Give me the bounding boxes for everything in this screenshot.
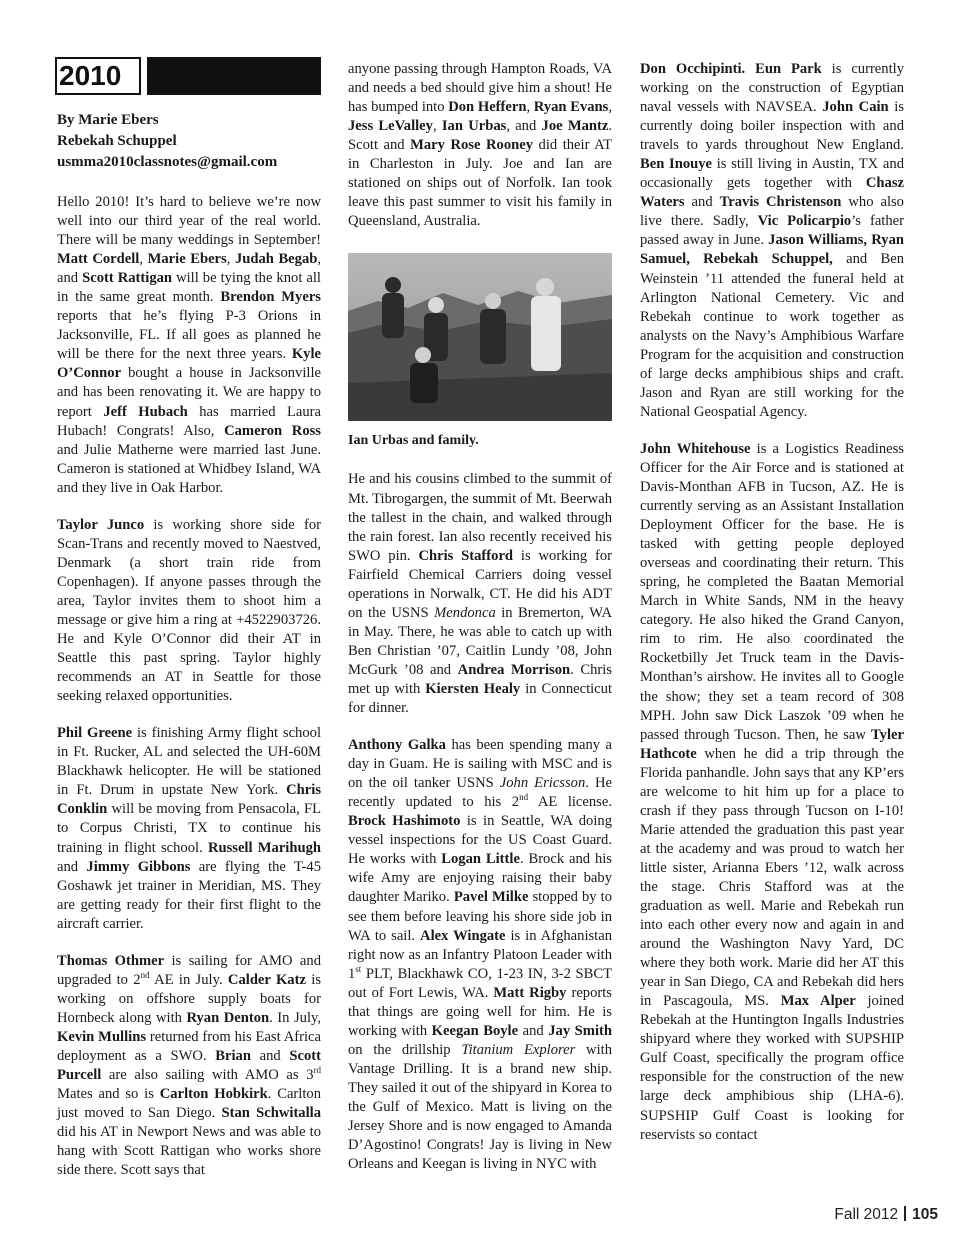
author-1: By Marie Ebers	[57, 112, 159, 128]
issue-label: Fall 2012	[834, 1206, 899, 1223]
person-name: Jay Smith	[548, 1022, 612, 1039]
text-run: stopped by to see them before leaving his shore side job in WA to sail.	[348, 889, 612, 944]
person-name: Chris Stafford	[418, 547, 514, 564]
person-name: Thomas Othmer	[57, 952, 165, 969]
text-run: did their AT in Charleston in July. Joe and Ian are stationed on ships out of Norfolk. Ian took leave this past summer to visit his family in Queensland, Australia.	[348, 137, 612, 230]
person-name: Kevin Mullins	[57, 1028, 147, 1045]
person-name: Anthony Galka	[348, 737, 446, 754]
text-run: will be tying the knot all in the same great month.	[57, 270, 321, 306]
text-run: in Bremerton, WA in May. There, he was able to catch up with Ben Christian ’07, Caitlin Lundy ’08, John McGurk ’08 and	[348, 604, 612, 678]
person-name: Scott Purcell	[57, 1047, 321, 1084]
person-name: Jason Williams, Ryan Samuel, Rebekah Schuppel,	[640, 232, 904, 268]
person-name: Brendon Myers	[220, 289, 321, 306]
person-name: Matt Rigby	[493, 984, 567, 1001]
group-photo	[348, 253, 612, 421]
contact-email: usmma2010classnotes@gmail.com	[57, 154, 278, 170]
person-name: Chasz Waters	[640, 175, 904, 211]
text-run: . Scott and	[348, 118, 613, 154]
text-run: is working shore side for Scan-Trans and recently moved to Naestved, Denmark (a short train ride from Copenhagen). If anyone passes through the area, Taylor invites them to shoot him a message or give him a ring at +4522903726. He and Kyle O’Connor did their AT in Seattle this past spring. Taylor highly recommends an AT in Seattle for those seeking relaxed opportunities.	[57, 516, 321, 705]
text-run: Hello 2010! It’s hard to believe we’re now well into our third year of the real world. There will be many weddings in September!	[57, 194, 321, 249]
text-run: has been spending many a day in Guam. He is sailing with MSC and is on the oil tanker USNS	[348, 737, 612, 792]
header-black-bar	[147, 57, 321, 95]
person-name: Matt Cordell	[57, 251, 140, 268]
text-run: is working for Fairfield Chemical Carriers doing vessel operations in Norwalk, CT. He did his ADT on the USNS	[348, 547, 612, 621]
ship-name: Titanium Explorer	[461, 1041, 576, 1058]
text-run: . Chris met up with	[348, 661, 612, 697]
person-name: Alex Wingate	[420, 927, 506, 944]
text-run: PLT, Blackhawk CO, 1-23 IN, 3-2 SBCT out of Fort Lewis, WA.	[348, 965, 612, 1001]
person-name: Marie Ebers	[147, 251, 227, 268]
text-run: returned from his East Africa deployment as a SWO.	[57, 1028, 322, 1064]
text-run: with Vantage Drilling. It is a brand new ship. They sailed it out of the shipyard in Korea to the Gulf of Mexico. Matt is living on the Jersey Shore and is now engaged to Amanda D’Agostino! Congrats! Jay is living in New Orleans and Keegan is living in NYC with	[348, 1041, 612, 1173]
photo-caption: Ian Urbas and family.	[348, 433, 479, 449]
person-name: Russell Marihugh	[207, 839, 321, 856]
person-name: Stan Schwitalla	[221, 1105, 322, 1122]
text-run	[745, 61, 755, 77]
ordinal-suffix: rd	[313, 1065, 321, 1076]
text-run: , and	[506, 118, 542, 135]
page-footer	[834, 1206, 938, 1224]
person-name: Calder Katz	[227, 971, 306, 988]
person-name: Phil Greene	[57, 725, 133, 742]
text-run: . Carlton just moved to San Diego.	[57, 1086, 321, 1122]
text-run: are also sailing with AMO as 3	[101, 1067, 314, 1084]
person-name: Kyle O’Connor	[57, 346, 321, 382]
text-run: has married Laura Hubach! Congrats! Also,	[57, 403, 321, 439]
text-run: and	[518, 1022, 549, 1039]
ordinal-suffix: nd	[519, 792, 529, 803]
person-name: Ryan Evans	[533, 99, 609, 116]
ordinal-suffix: nd	[140, 969, 150, 980]
text-run: Mates and so is	[57, 1086, 160, 1103]
text-run: when he did a trip through the Florida panhandle. John says that any KP’ers are welcome to hit him up for a place to crash if they pass through Tucson on I-10! Marie attended the graduation this past year at the academy and was proud to watch her little sister, Arianna Ebers ’12, walk across the stage. Chris Stafford was at the graduation as well. Marie and Rebekah run into each other every now and again in and around the Washington Navy Yard, DC where they both work. Marie did her AT this year in San Diego, CA and Rebekah did hers in Pascagoula, MS.	[640, 745, 904, 1010]
text-run: who also live there. Sadly,	[640, 194, 904, 230]
text-run: AE in July.	[149, 971, 228, 988]
text-run: ,	[608, 99, 612, 116]
person-name: Cameron Ross	[224, 422, 321, 439]
footer-divider	[904, 1206, 906, 1221]
text-run: ,	[526, 99, 534, 116]
paragraph	[57, 724, 321, 934]
person-name: Ryan Denton	[186, 1009, 270, 1026]
paragraph	[640, 440, 904, 1145]
paragraph	[348, 470, 612, 718]
person-name: Tyler Hathcote	[640, 726, 904, 762]
text-run: . Brock and his wife Amy are enjoying raising their baby daughter Mariko.	[348, 851, 612, 906]
text-run: ,	[139, 251, 148, 268]
text-run: ,	[226, 251, 235, 268]
paragraph	[57, 193, 321, 498]
text-run: AE license.	[528, 794, 612, 811]
text-run: is still living in Austin, TX and occasionally gets together with	[640, 156, 904, 192]
person-name: Andrea Morrison	[457, 661, 571, 678]
byline	[57, 110, 321, 173]
text-run: . He recently updated to his 2	[348, 775, 612, 811]
author-2: Rebekah Schuppel	[57, 133, 177, 149]
class-year-title: 2010	[55, 57, 141, 95]
section-header	[55, 57, 321, 95]
text-run: anyone passing through Hampton Roads, VA and needs a bed should give him a shout! He has bumped into	[348, 61, 612, 116]
person-name: Eun Park	[755, 61, 822, 77]
text-run: . In July,	[269, 1009, 322, 1026]
ship-name: John Ericsson	[499, 775, 586, 792]
person-name: Scott Rattigan	[82, 270, 173, 287]
text-run: is finishing Army flight school in Ft. Rucker, AL and selected the UH-60M Blackhawk helicopter. He will be stationed in Ft. Drum in upstate New York.	[57, 725, 322, 799]
text-run: and	[250, 1047, 290, 1064]
page-number: 105	[912, 1206, 938, 1223]
paragraph	[57, 952, 321, 1181]
person-name: Jimmy Gibbons	[86, 858, 191, 875]
text-run: is working on offshore supply boats for Hornbeck along with	[57, 971, 321, 1026]
text-run: will be moving from Pensacola, FL to Corpus Christi, TX to continue his training in flight school.	[57, 801, 321, 856]
person-name: Max Alper	[780, 993, 856, 1010]
text-run: and Julie Matherne were married last June. Cameron is stationed at Whidbey Island, WA and they live in Oak Harbor.	[57, 441, 321, 496]
text-run: joined Rebekah at the Huntington Ingalls Industries shipyard where they worked with SUPSHIP Gulf Coast, specifically the program office responsible for the construction of the new large deck amphibious ship (LHA-6). SUPSHIP Gulf Coast is looking for reservists so contact	[640, 993, 904, 1143]
person-name: Brian	[215, 1047, 251, 1064]
text-run: reports that things are going well for him. He is working with	[348, 984, 612, 1039]
text-run: and	[684, 194, 720, 211]
text-run: and Ben Weinstein ’11 attended the funeral held at Arlington National Cemetery. Vic and Rebekah continue to work together as analysts on the Navy’s Amphibious Warfare Program for the acquisition and construction of large decks amphibious ships and craft. Jason and Ryan are still working for the National Geospatial Agency.	[640, 251, 904, 420]
text-run: , and	[57, 251, 322, 287]
person-name: Chris Conklin	[57, 782, 321, 818]
text-run: is currently doing boiler inspection with and travels to yards throughout New England.	[640, 99, 904, 154]
paragraph	[640, 60, 904, 422]
text-run: ’s father passed away in June.	[640, 213, 904, 249]
person-name: Ben Inouye	[640, 156, 713, 173]
text-run: reports that he’s flying P-3 Orions in Jacksonville, FL. If all goes as planned he will be there for the next three years.	[57, 308, 321, 363]
text-run: He and his cousins climbed to the summit of Mt. Tibrogargen, the summit of Mt. Beerwah the tallest in the chain, and walked through the rain forest. Ian also recently received his SWO pin.	[348, 471, 612, 564]
text-run: is in Afghanistan right now as an Infantry Platoon Leader with 1	[348, 927, 613, 982]
text-run: is sailing for AMO and upgraded to 2	[57, 952, 321, 988]
text-run: did his AT in Newport News and was able to hang with Scott Rattigan who works shore side there. Scott says that	[57, 1124, 321, 1179]
paragraph	[348, 736, 612, 1174]
text-run: is a Logistics Readiness Officer for the Air Force and is stationed at Davis-Monthan AFB in Tucson, AZ. He is currently serving as an Assistant Installation Deployment Officer for the base. He is tasked with getting people deployed overseas and coordinating their return. This spring, he completed the Baatan Memorial March in White Sands, NM in the heavy category. He also hiked the Grand Canyon, rim to rim. He also coordinated the Rocketbilly Jet Truck team in the Davis-Monthan’s airshow. He invites all to Google the show; they set a team record of 308 MPH. John saw Dick Laszok ’09 when he passed through Tucson. Then, he saw	[640, 440, 904, 743]
person-name: Vic Policarpio	[757, 213, 852, 230]
person-name: Logan Little	[441, 851, 520, 868]
person-name: Kiersten Healy	[425, 680, 521, 697]
text-run: ,	[432, 118, 442, 135]
person-name: Keegan Boyle	[431, 1022, 519, 1039]
person-name: Carlton Hobkirk	[159, 1086, 268, 1103]
text-run: and	[57, 858, 87, 875]
person-name: Pavel Milke	[453, 889, 529, 906]
person-name: Ian Urbas	[441, 118, 507, 135]
paragraph	[348, 60, 612, 231]
text-run: are flying the T-45 Goshawk jet trainer in Meridian, MS. They are getting ready for their first flight to the aircraft carrier.	[57, 858, 321, 932]
paragraph	[57, 516, 321, 706]
column-3	[640, 60, 904, 1163]
person-name: Taylor Junco	[57, 516, 145, 533]
person-name: John Whitehouse	[640, 440, 751, 457]
text-run: on the drillship	[348, 1041, 462, 1058]
person-name: Jeff Hubach	[103, 403, 188, 420]
text-run: in Connecticut for dinner.	[348, 680, 613, 717]
person-name: Brock Hashimoto	[348, 813, 461, 830]
column-2	[348, 60, 612, 1192]
person-name: Joe Mantz	[541, 118, 609, 135]
text-run: is in Seattle, WA doing vessel inspections for the US Coast Guard. He works with	[348, 813, 612, 868]
person-name: Don Heffern	[448, 99, 527, 116]
column-1	[57, 110, 321, 1198]
text-run: is currently working on the construction of Egyptian naval vessels with NAVSEA.	[640, 61, 904, 116]
text-run: bought a house in Jacksonville and has been renovating it. We are happy to report	[57, 365, 321, 420]
person-name: Judah Begab	[234, 251, 318, 268]
ship-name: Mendonca	[434, 604, 496, 621]
person-name: John Cain	[822, 99, 889, 116]
person-name: Jess LeValley	[348, 118, 433, 135]
person-name: Mary Rose Rooney	[410, 137, 534, 154]
person-name: Don Occhipinti.	[640, 61, 746, 77]
person-name: Travis Christenson	[719, 194, 842, 211]
ordinal-suffix: st	[355, 963, 362, 974]
